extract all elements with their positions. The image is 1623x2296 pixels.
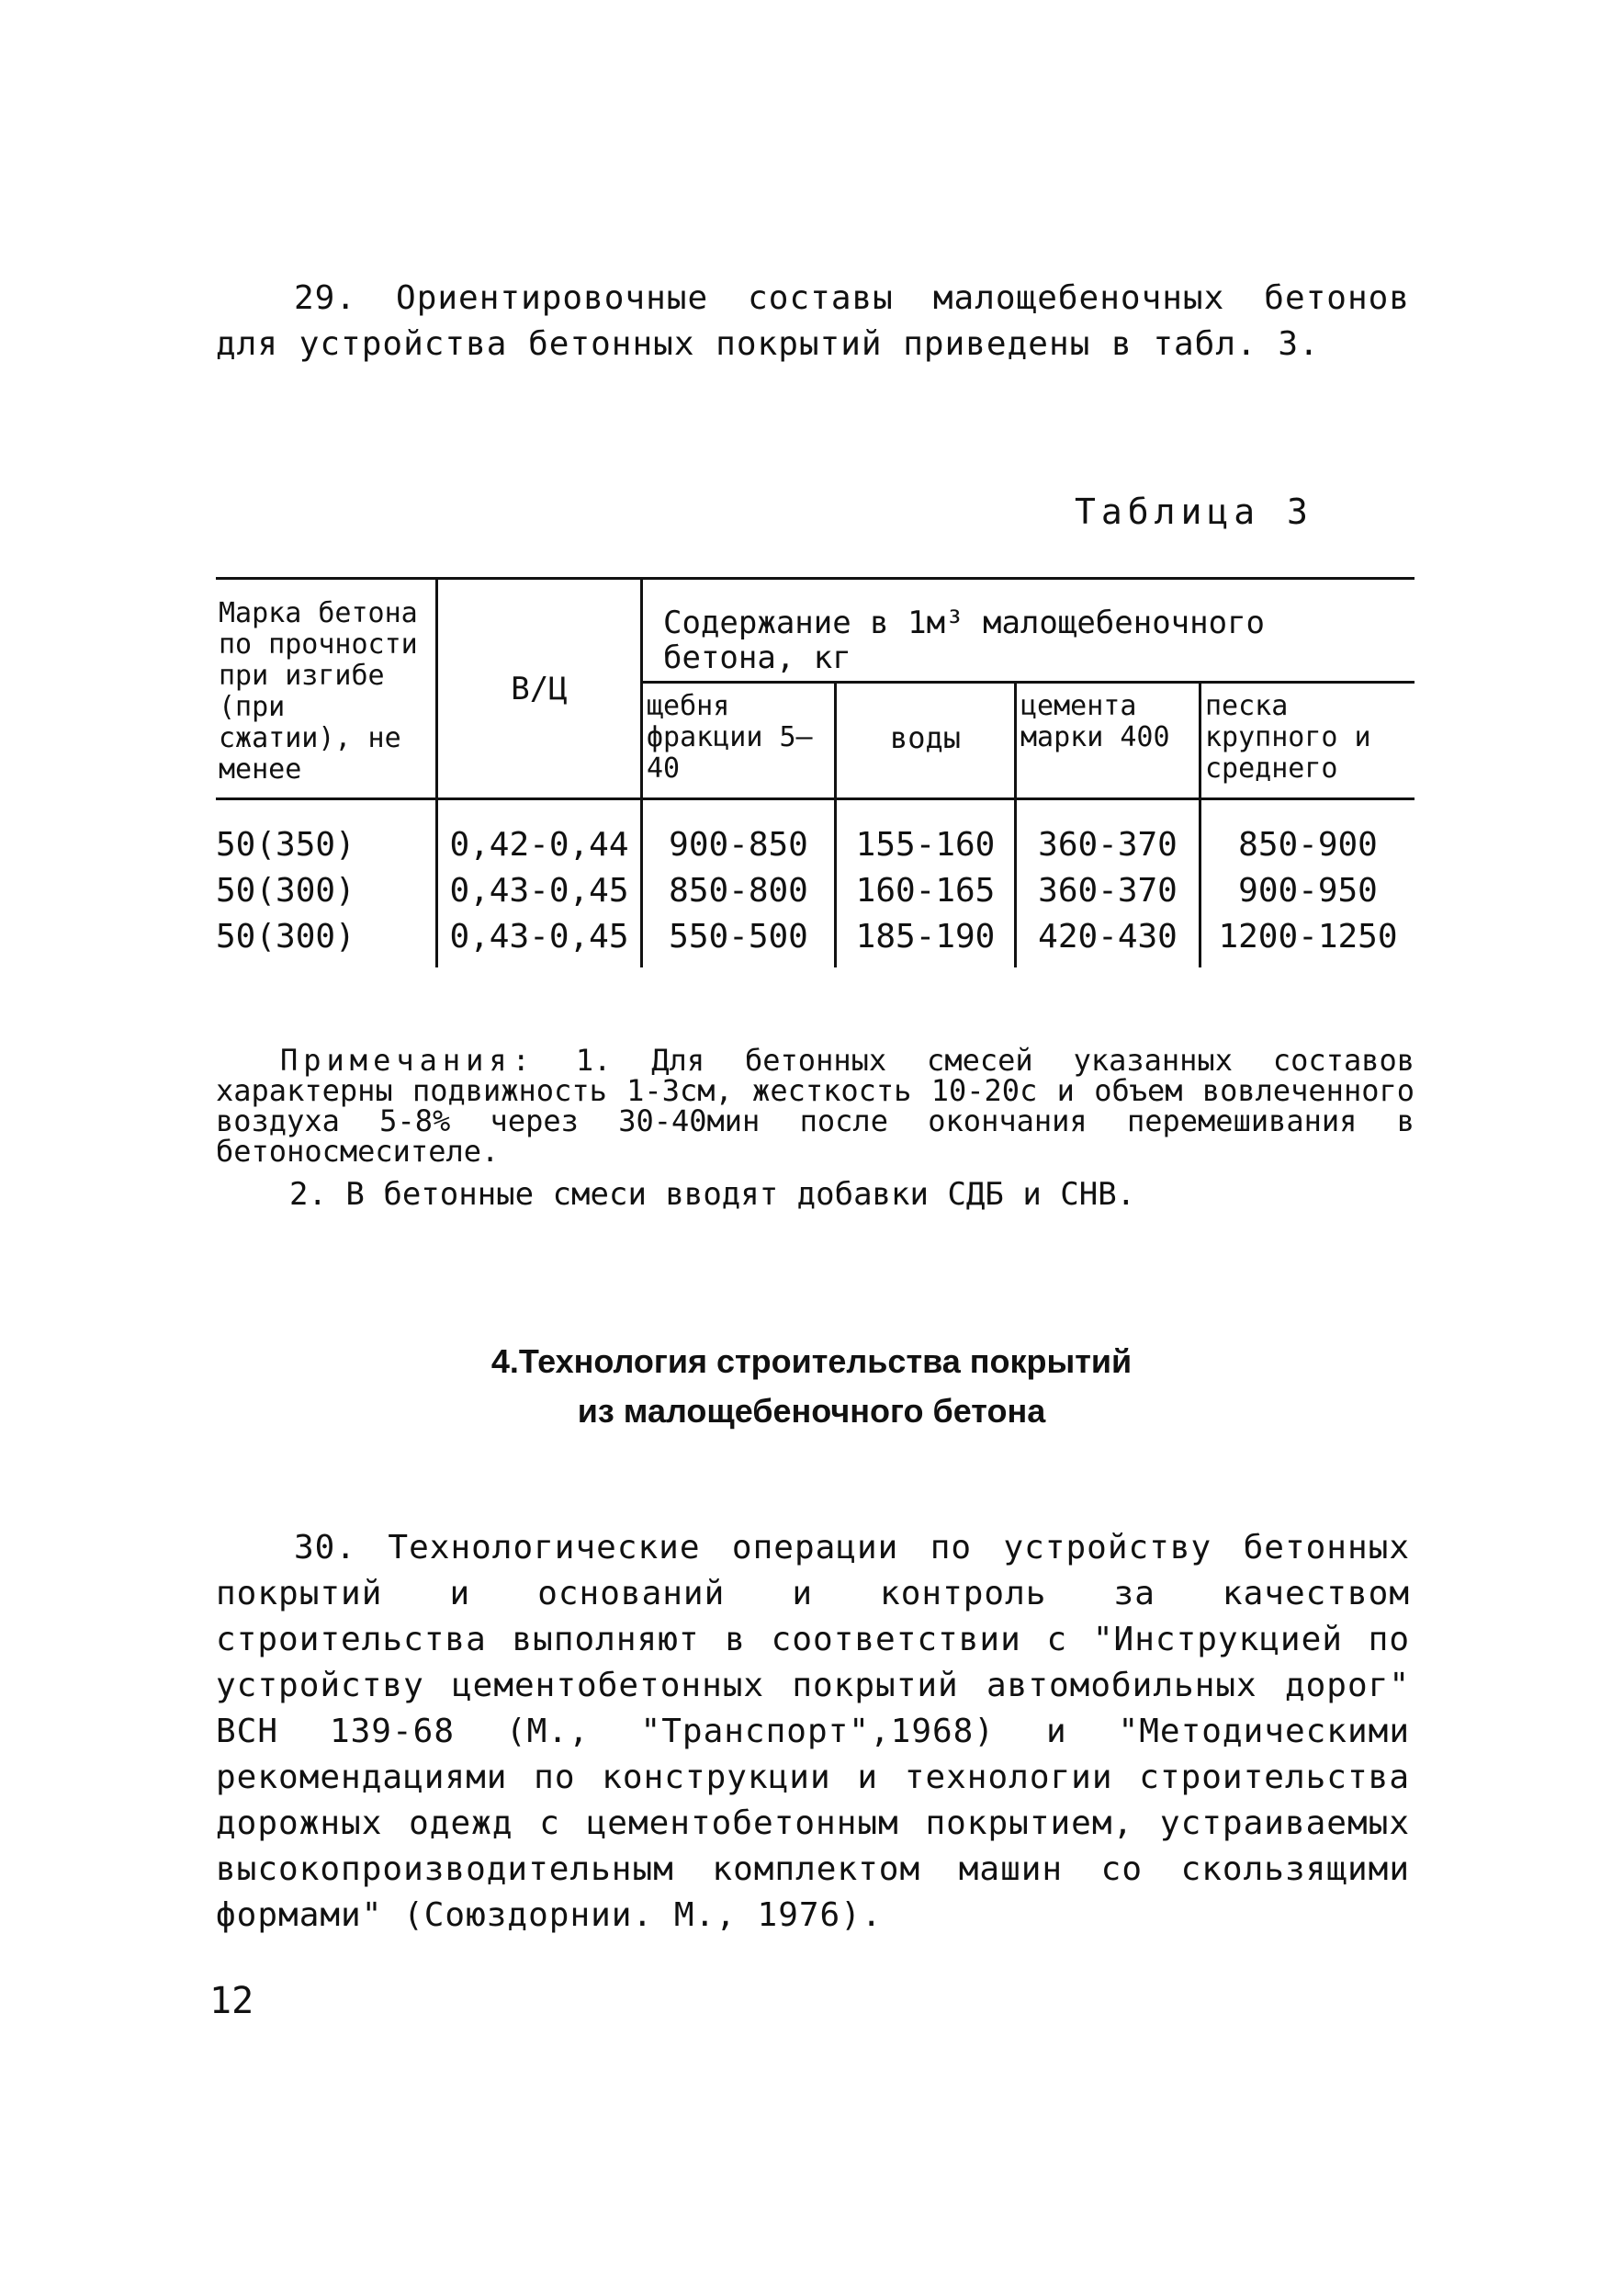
table-row	[216, 868, 1414, 914]
mix-composition-table	[216, 577, 1414, 967]
note-1-text: 1. Для бетонных смесей указанных составов характерны подвижность 1-3см, жесткость 10-20с и объем вовлеченного воздуха 5-8% через 30-40мин после окончания перемешивания в бетоносмесителе.	[216, 1043, 1415, 1169]
gravel-cell: 550-500	[642, 914, 836, 967]
sand-cell: 1200-1250	[1218, 918, 1398, 956]
gravel-cell: 900-850	[642, 799, 836, 869]
section-heading-line-1: 4.Технология строительства покрытий	[490, 1342, 1133, 1380]
cement-column-header: цемента марки 400	[1016, 683, 1200, 799]
sand-cell: 900-950	[1238, 872, 1378, 910]
section-heading	[0, 1337, 1623, 1436]
grade-cell: 50(350)	[216, 799, 437, 869]
wc-cell: 0,43-0,45	[437, 914, 642, 967]
gravel-column-header: щебня фракции 5–40	[642, 683, 836, 799]
water-column-header: воды	[836, 683, 1016, 799]
water-cell: 185-190	[836, 914, 1016, 967]
content-column-header: Содержание в 1м³ малощебеночного бетона, кг	[642, 579, 1415, 683]
paragraph-30: 30. Технологические операции по устройству бетонных покрытий и оснований и контроль за качеством строительства выполняют в соответствии с "Инструкцией по устройству цементобетонных покрытий автомобильных дорог" ВСН 139-68 (М., "Транспорт",1968) и "Методическими рекомендациями по конструкции и технологии строительства дорожных одежд с цементобетонным покрытием, устраиваемых высокопроизводительным комплектом машин со скользящими формами" (Союздорнии. М., 1976).	[216, 1529, 1410, 1934]
wc-column-header: В/Ц	[437, 579, 642, 799]
table-row	[216, 799, 1414, 869]
gravel-cell: 850-800	[642, 868, 836, 914]
sand-cell: 850-900	[1238, 826, 1378, 864]
paragraph-29: 29. Ориентировочные составы малощебеночных бетонов для устройства бетонных покрытий приведены в табл. 3.	[216, 279, 1410, 363]
notes-label: Примечания:	[280, 1043, 535, 1078]
table-row	[216, 914, 1414, 967]
grade-column-header: Марка бетона по прочности при изгибе (при сжатии), не менее	[216, 579, 437, 799]
note-1	[216, 1043, 1415, 1169]
sand-column-header: песка крупного и среднего	[1200, 683, 1415, 799]
water-cell: 155-160	[836, 799, 1016, 869]
wc-cell: 0,43-0,45	[437, 868, 642, 914]
cement-cell: 360-370	[1016, 868, 1200, 914]
page-number: 12	[209, 1980, 254, 2022]
table-title: Таблица 3	[1075, 492, 1313, 532]
note-2: 2. В бетонные смеси вводят добавки СДБ и СНВ.	[289, 1176, 1136, 1213]
water-cell: 160-165	[836, 868, 1016, 914]
cement-cell: 360-370	[1016, 799, 1200, 869]
wc-cell: 0,42-0,44	[437, 799, 642, 869]
grade-cell: 50(300)	[216, 914, 437, 967]
table-notes	[216, 1043, 1415, 1213]
section-heading-line-2: из малощебеночного бетона	[577, 1392, 1046, 1430]
cement-cell: 420-430	[1016, 914, 1200, 967]
grade-cell: 50(300)	[216, 868, 437, 914]
